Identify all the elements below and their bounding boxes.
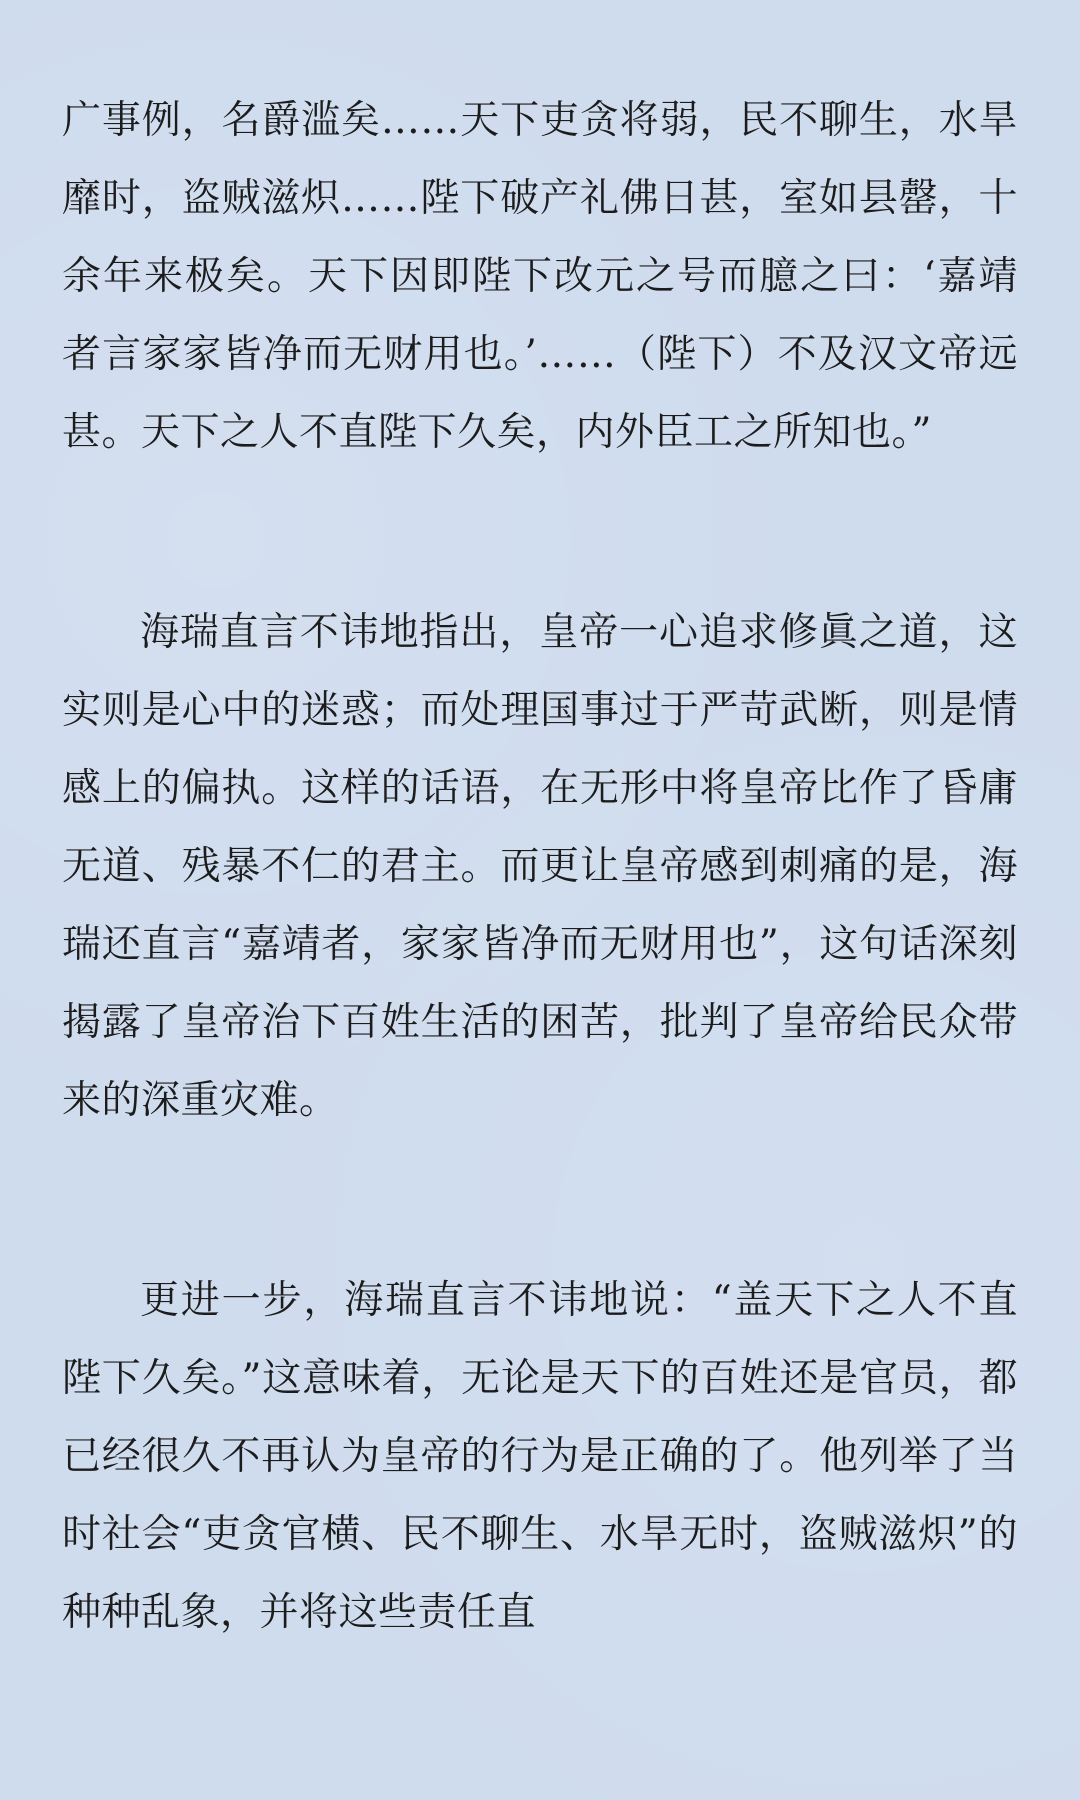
analysis-paragraph: 海瑞直言不讳地指出，皇帝一心追求修眞之道，这实则是心中的迷惑；而处理国事过于严苛武断，则是情感上的偏执。这样的话语，在无形中将皇帝比作了昏庸无道、残暴不仁的君主。而更让皇帝感到刺痛的是，海瑞还直言“嘉靖者，家家皆净而无财用也”，这句话深刻揭露了皇帝治下百姓生活的困苦，批判了皇帝给民众带来的深重灾难。: [62, 610, 1018, 1123]
analysis-paragraph-continued: 更进一步，海瑞直言不讳地说：“盖天下之人不直陛下久矣。”这意味着，无论是天下的百姓还是官员，都已经很久不再认为皇帝的行为是正确的了。他列举了当时社会“吏贪官横、民不聊生、水旱无时，盗贼滋炽”的种种乱象，并将这些责任直: [62, 1278, 1018, 1635]
quoted-memorial-paragraph: 广事例，名爵滥矣……天下吏贪将弱，民不聊生，水旱靡时，盗贼滋炽……陛下破产礼佛日甚，室如县罄，十余年来极矣。天下因即陛下改元之号而臆之曰：‘嘉靖者言家家皆净而无财用也。’……（陛下）不及汉文帝远甚。天下之人不直陛下久矣，内外臣工之所知也。”: [62, 98, 1018, 455]
